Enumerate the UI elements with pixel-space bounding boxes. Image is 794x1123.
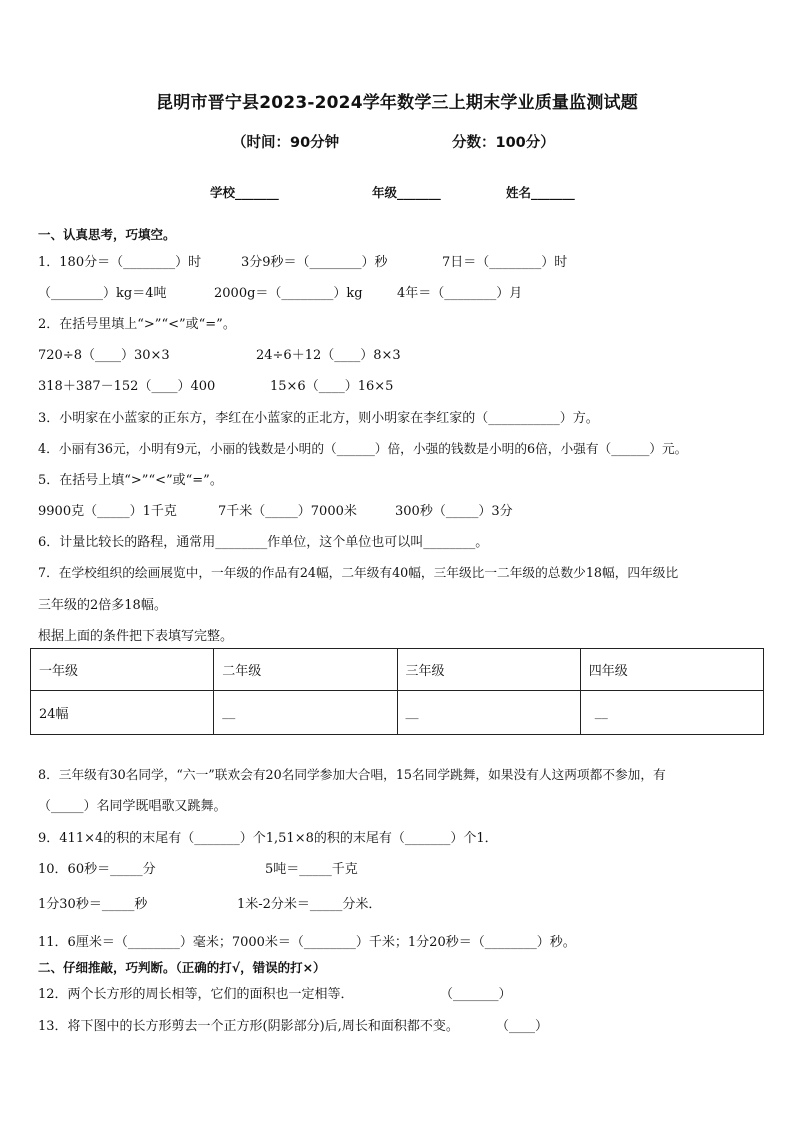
q1-item: 3分9秒＝（________）秒 <box>241 255 388 270</box>
table-header-cell: 四年级 <box>580 649 763 691</box>
exam-score: 分数：100分） <box>452 135 555 151</box>
q10-item: 1分30秒＝_____秒 <box>38 897 148 912</box>
school-field: 学校_______ <box>210 185 279 200</box>
q5-item: 7千米（_____）7000米 <box>218 504 357 519</box>
q2-item: 15×6（____）16×5 <box>270 379 394 394</box>
table-header-cell: 二年级 <box>214 649 397 691</box>
q5-prompt: 5．在括号上填“>”“<”或“=”。 <box>38 473 223 488</box>
q4-text: 4．小丽有36元，小明有9元，小丽的钱数是小明的（______）倍，小强的钱数是小明的6倍，小强有（______）元。 <box>38 441 688 456</box>
q5-item: 9900克（_____）1千克 <box>38 504 177 519</box>
section-1-heading: 一、认真思考，巧填空。 <box>38 227 176 242</box>
q1-item: 4年＝（________）月 <box>397 286 523 301</box>
exam-time: （时间：90分钟 <box>232 135 340 151</box>
q13-text: 13．将下图中的长方形剪去一个正方形(阴影部分)后,周长和面积都不变。 <box>38 1019 459 1034</box>
q2-item: 24÷6＋12（____）8×3 <box>256 348 401 363</box>
q8-text-line1: 8．三年级有30名同学，“六一”联欢会有20名同学参加大合唱，15名同学跳舞，如果没有人这两项都不参加，有 <box>38 767 666 782</box>
q2-item: 720÷8（____）30×3 <box>38 348 170 363</box>
table-header-cell: 三年级 <box>397 649 580 691</box>
name-field: 姓名_______ <box>506 185 575 200</box>
q10-item: 10．60秒＝_____分 <box>38 862 156 877</box>
q7-text-line2: 三年级的2倍多18幅。 <box>38 598 167 613</box>
section-2-heading: 二、仔细推敲，巧判断。（正确的打√，错误的打×） <box>38 960 326 975</box>
page-title: 昆明市晋宁县2023-2024学年数学三上期末学业质量监测试题 <box>156 93 638 113</box>
table-cell: __ <box>580 691 763 735</box>
q3-text: 3．小明家在小蓝家的正东方，李红在小蓝家的正北方，则小明家在李红家的（___________）方。 <box>38 411 599 426</box>
q10-item: 1米-2分米＝_____分米． <box>237 897 382 912</box>
table-header-row <box>31 649 764 691</box>
q10-item: 5吨＝_____千克 <box>265 862 358 877</box>
table-cell: __ <box>214 691 397 735</box>
grade-works-table <box>30 648 764 735</box>
q2-prompt: 2．在括号里填上“>”“<”或“=”。 <box>38 317 236 332</box>
q8-text-line2: （_____）名同学既唱歌又跳舞。 <box>38 799 227 814</box>
q12-text: 12．两个长方形的周长相等，它们的面积也一定相等． <box>38 987 354 1002</box>
q12-answer-blank: （_______） <box>440 987 512 1002</box>
q1-item: 7日＝（________）时 <box>442 255 568 270</box>
table-header-cell: 一年级 <box>31 649 214 691</box>
q13-answer-blank: （____） <box>496 1019 549 1034</box>
table-cell: __ <box>397 691 580 735</box>
q1-item: 2000g＝（________）kg <box>214 286 363 301</box>
q1-item: （________）kg＝4吨 <box>38 286 167 301</box>
q2-item: 318＋387－152（____）400 <box>38 379 216 394</box>
table-cell: 24幅 <box>31 691 214 735</box>
grade-field: 年级_______ <box>372 185 441 200</box>
q9-text: 9．411×4的积的末尾有（_______）个1,51×8的积的末尾有（_______）个1． <box>38 831 498 846</box>
q1-item: 1．180分＝（________）时 <box>38 255 202 270</box>
q11-text: 11．6厘米＝（________）毫米；7000米＝（________）千米；1分20秒＝（________）秒。 <box>38 935 576 950</box>
table-row <box>31 691 764 735</box>
q7-text-line1: 7．在学校组织的绘画展览中，一年级的作品有24幅，二年级有40幅，三年级比一二年级的总数少18幅，四年级比 <box>38 565 679 580</box>
q6-text: 6．计量比较长的路程，通常用________作单位，这个单位也可以叫________。 <box>38 535 489 550</box>
q7-instruction: 根据上面的条件把下表填写完整。 <box>38 629 234 644</box>
q5-item: 300秒（_____）3分 <box>395 504 513 519</box>
